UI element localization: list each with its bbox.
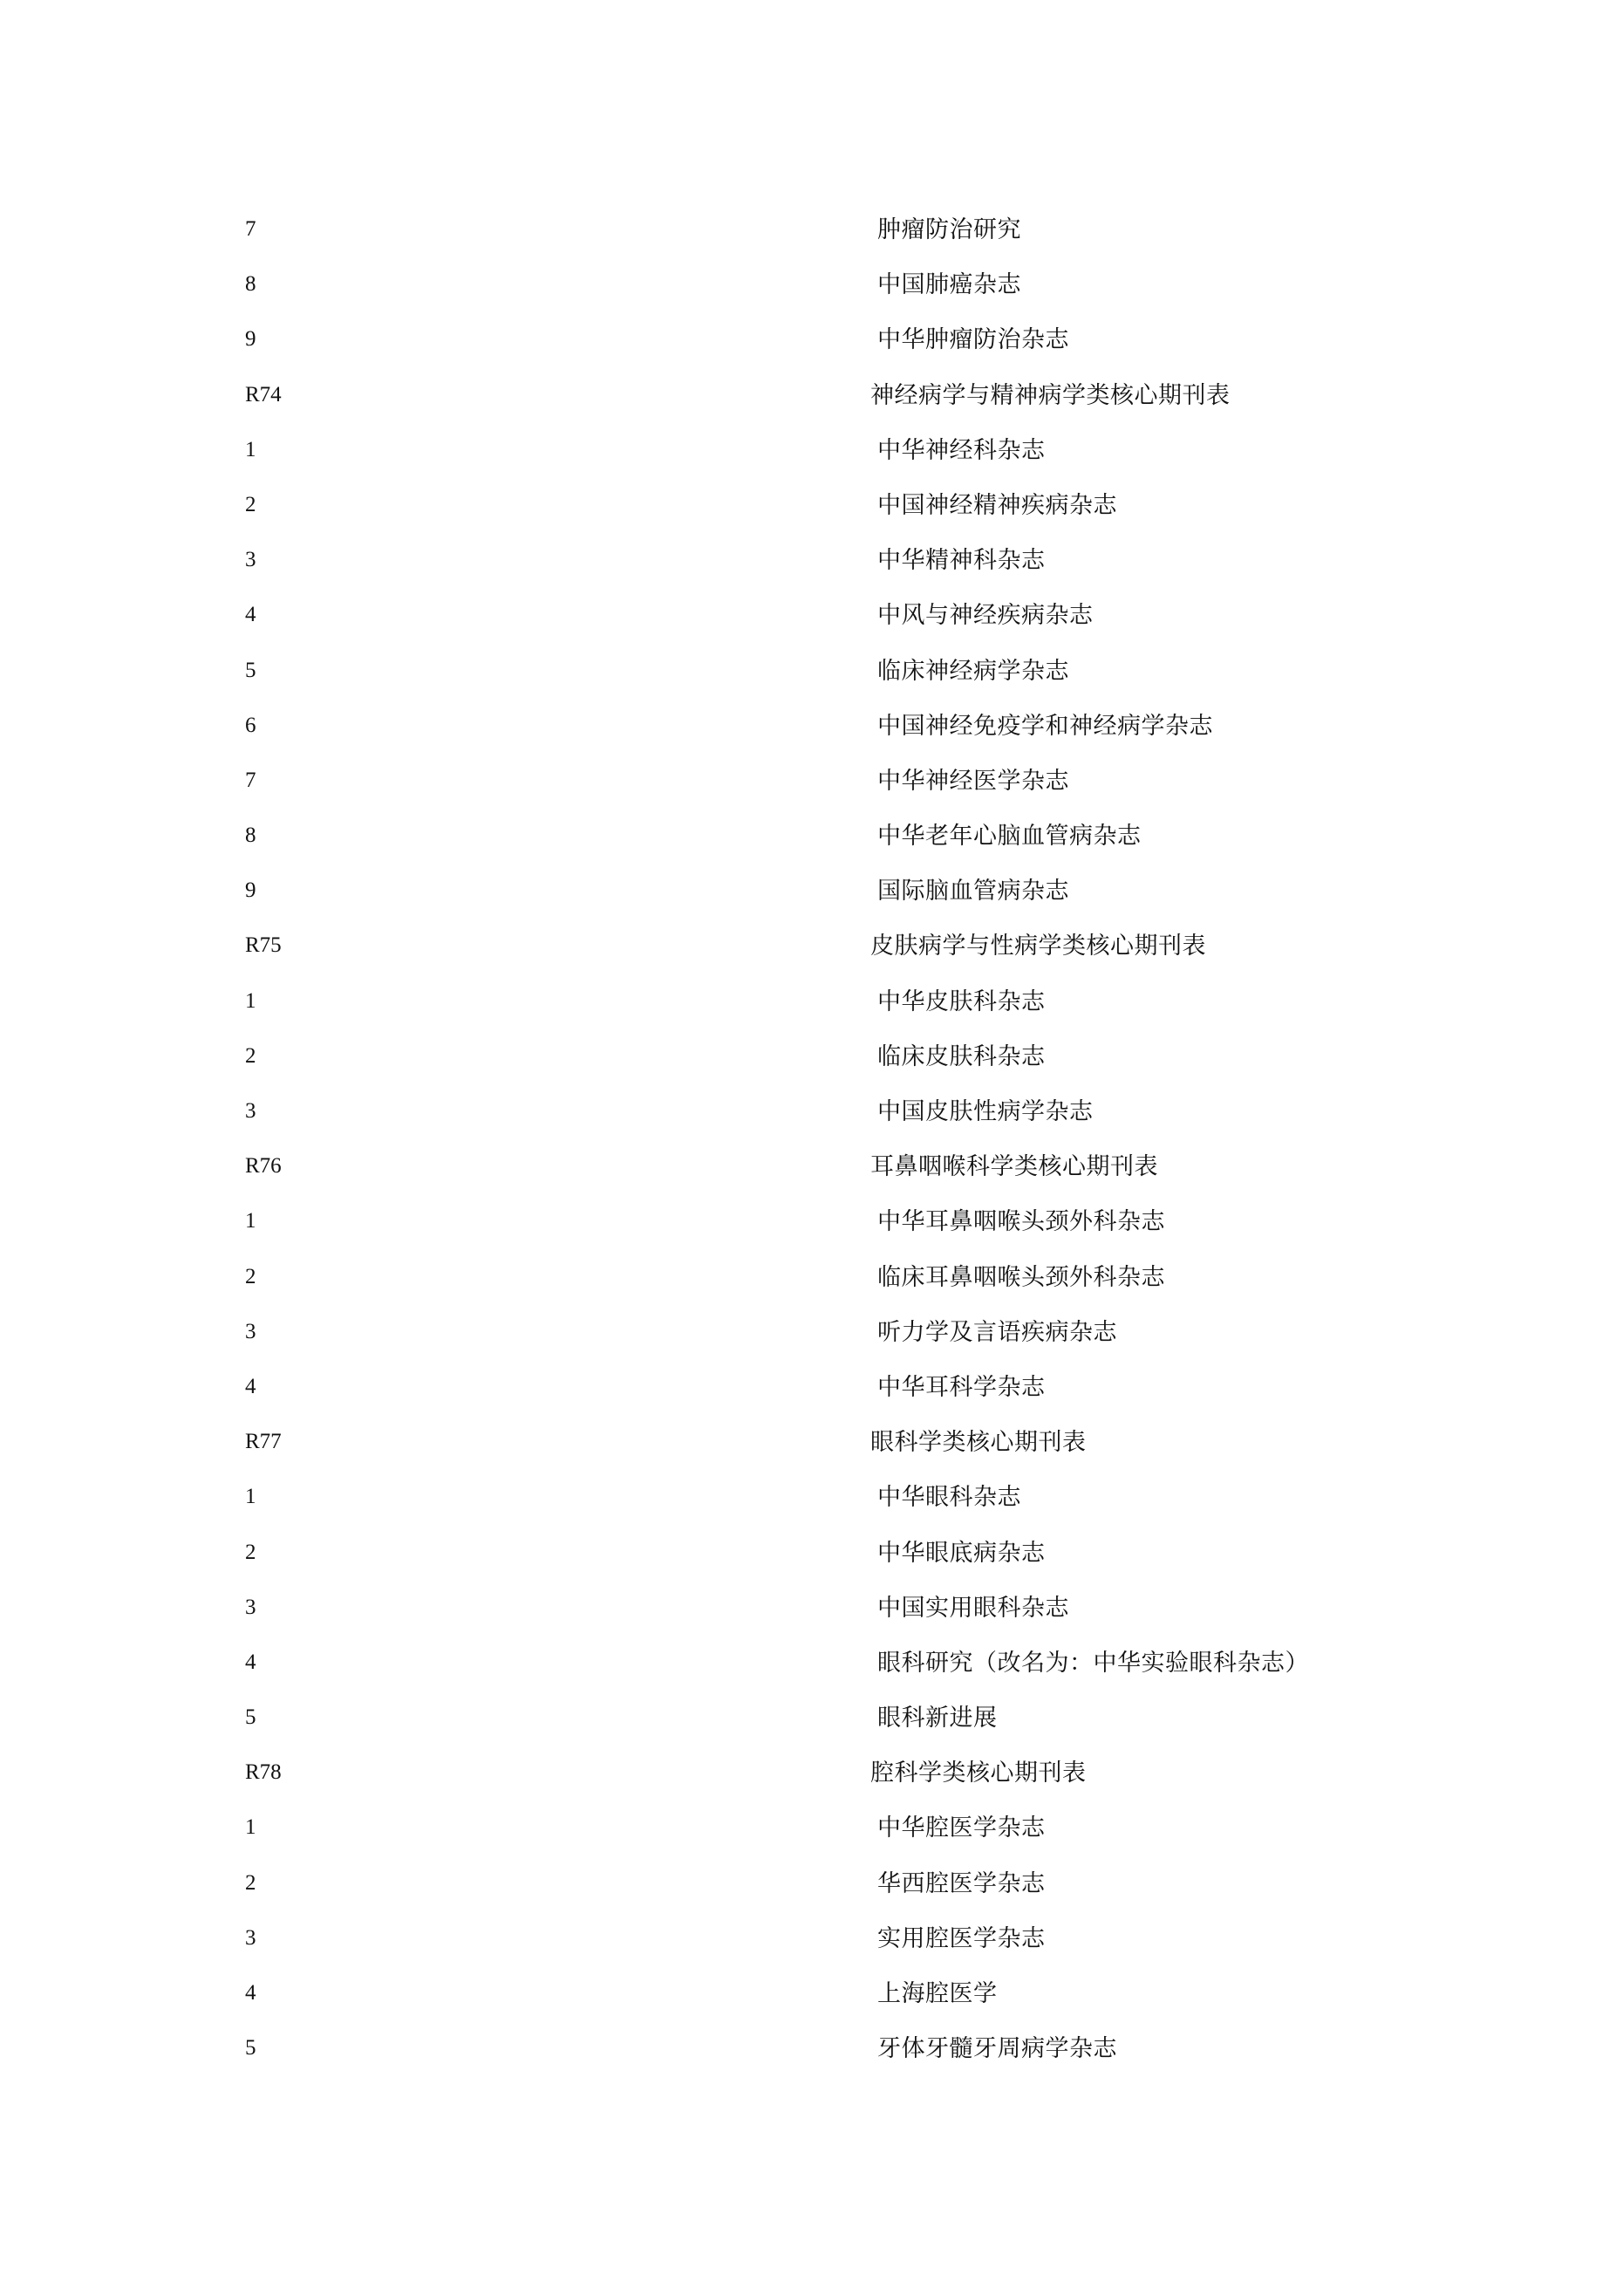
journal-rank: 4	[245, 1650, 256, 1674]
journal-row	[0, 821, 1623, 876]
journal-rank: 7	[245, 768, 256, 792]
journal-rank: 3	[245, 548, 256, 572]
journal-row	[0, 987, 1623, 1042]
category-title: 神经病学与精神病学类核心期刊表	[870, 381, 1231, 408]
journal-row	[0, 876, 1623, 931]
journal-row	[0, 1372, 1623, 1427]
journal-row	[0, 1262, 1623, 1317]
journal-title: 中华耳科学杂志	[877, 1373, 1046, 1400]
journal-title: 中华老年心脑血管病杂志	[877, 823, 1142, 850]
category-code: R77	[245, 1430, 282, 1454]
journal-title: 中华耳鼻咽喉头颈外科杂志	[877, 1208, 1165, 1235]
category-heading-row	[0, 1427, 1623, 1482]
journal-title: 牙体牙髓牙周病学杂志	[877, 2035, 1117, 2062]
journal-row	[0, 490, 1623, 545]
journal-row	[0, 1978, 1623, 2033]
journal-row	[0, 1648, 1623, 1703]
journal-row	[0, 1538, 1623, 1593]
journal-rank: 4	[245, 1374, 256, 1398]
journal-title: 中华眼底病杂志	[877, 1539, 1046, 1566]
category-heading-row	[0, 1151, 1623, 1206]
journal-row	[0, 1482, 1623, 1537]
category-heading-row	[0, 1758, 1623, 1813]
category-heading-row	[0, 931, 1623, 986]
journal-row	[0, 545, 1623, 600]
journal-rank: 9	[245, 327, 256, 352]
journal-title: 实用腔医学杂志	[877, 1924, 1046, 1951]
journal-rank: 3	[245, 1319, 256, 1343]
journal-row	[0, 1317, 1623, 1372]
journal-rank: 7	[245, 217, 256, 241]
category-code: R75	[245, 933, 282, 958]
journal-rank: 2	[245, 1264, 256, 1288]
journal-title: 中国实用眼科杂志	[877, 1594, 1069, 1621]
journal-row	[0, 270, 1623, 325]
journal-rank: 1	[245, 1815, 256, 1840]
journal-row	[0, 325, 1623, 379]
journal-row	[0, 1042, 1623, 1097]
journal-rank: 5	[245, 658, 256, 682]
journal-title: 中华皮肤科杂志	[877, 987, 1046, 1015]
journal-row	[0, 215, 1623, 270]
journal-row	[0, 1813, 1623, 1868]
journal-rank: 2	[245, 1540, 256, 1564]
journal-rank: 1	[245, 988, 256, 1013]
journal-rank: 1	[245, 1209, 256, 1233]
journal-rank: 6	[245, 713, 256, 737]
journal-rank: 2	[245, 492, 256, 516]
journal-rank: 8	[245, 823, 256, 848]
journal-list	[0, 215, 1623, 2088]
journal-rank: 9	[245, 878, 256, 903]
journal-row	[0, 1097, 1623, 1151]
journal-title: 上海腔医学	[877, 1980, 998, 2006]
journal-title: 肿瘤防治研究	[877, 216, 1021, 243]
category-title: 耳鼻咽喉科学类核心期刊表	[870, 1153, 1158, 1180]
journal-title: 中国皮肤性病学杂志	[877, 1098, 1094, 1124]
journal-row	[0, 435, 1623, 490]
journal-row	[0, 1206, 1623, 1261]
journal-rank: 1	[245, 437, 256, 461]
journal-title: 中国神经精神疾病杂志	[877, 491, 1117, 518]
journal-title: 临床耳鼻咽喉头颈外科杂志	[877, 1263, 1165, 1290]
journal-rank: 5	[245, 2036, 256, 2060]
category-title: 眼科学类核心期刊表	[870, 1429, 1087, 1456]
journal-row	[0, 766, 1623, 821]
category-code: R76	[245, 1154, 282, 1179]
journal-title: 中国神经免疫学和神经病学杂志	[877, 712, 1213, 739]
journal-title: 眼科新进展	[877, 1705, 998, 1732]
journal-title: 华西腔医学杂志	[877, 1869, 1046, 1896]
journal-title: 中国肺癌杂志	[877, 271, 1021, 298]
journal-rank: 4	[245, 603, 256, 627]
journal-row	[0, 1924, 1623, 1978]
category-code: R74	[245, 382, 282, 407]
journal-title: 临床神经病学杂志	[877, 657, 1069, 684]
journal-row	[0, 2033, 1623, 2088]
journal-title: 中华眼科杂志	[877, 1484, 1021, 1511]
journal-title: 国际脑血管病杂志	[877, 878, 1069, 905]
journal-title: 临床皮肤科杂志	[877, 1042, 1046, 1069]
journal-rank: 3	[245, 1595, 256, 1619]
journal-title: 中风与神经疾病杂志	[877, 602, 1094, 629]
journal-rank: 2	[245, 1043, 256, 1068]
journal-row	[0, 1703, 1623, 1758]
journal-rank: 1	[245, 1485, 256, 1509]
journal-title: 中华腔医学杂志	[877, 1814, 1046, 1842]
journal-title: 眼科研究（改名为：中华实验眼科杂志）	[877, 1649, 1309, 1676]
journal-rank: 3	[245, 1925, 256, 1950]
category-title: 腔科学类核心期刊表	[870, 1760, 1087, 1787]
journal-row	[0, 1593, 1623, 1648]
journal-title: 听力学及言语疾病杂志	[877, 1318, 1117, 1345]
journal-title: 中华神经医学杂志	[877, 767, 1069, 794]
journal-rank: 5	[245, 1705, 256, 1730]
journal-title: 中华神经科杂志	[877, 436, 1046, 463]
category-heading-row	[0, 380, 1623, 435]
journal-rank: 3	[245, 1099, 256, 1123]
journal-row	[0, 656, 1623, 711]
category-code: R78	[245, 1760, 282, 1785]
journal-rank: 2	[245, 1870, 256, 1895]
journal-rank: 4	[245, 1981, 256, 2005]
journal-title: 中华精神科杂志	[877, 547, 1046, 574]
journal-row	[0, 711, 1623, 766]
journal-rank: 8	[245, 272, 256, 297]
category-title: 皮肤病学与性病学类核心期刊表	[870, 933, 1206, 960]
journal-row	[0, 600, 1623, 655]
journal-title: 中华肿瘤防治杂志	[877, 326, 1069, 353]
journal-row	[0, 1869, 1623, 1924]
